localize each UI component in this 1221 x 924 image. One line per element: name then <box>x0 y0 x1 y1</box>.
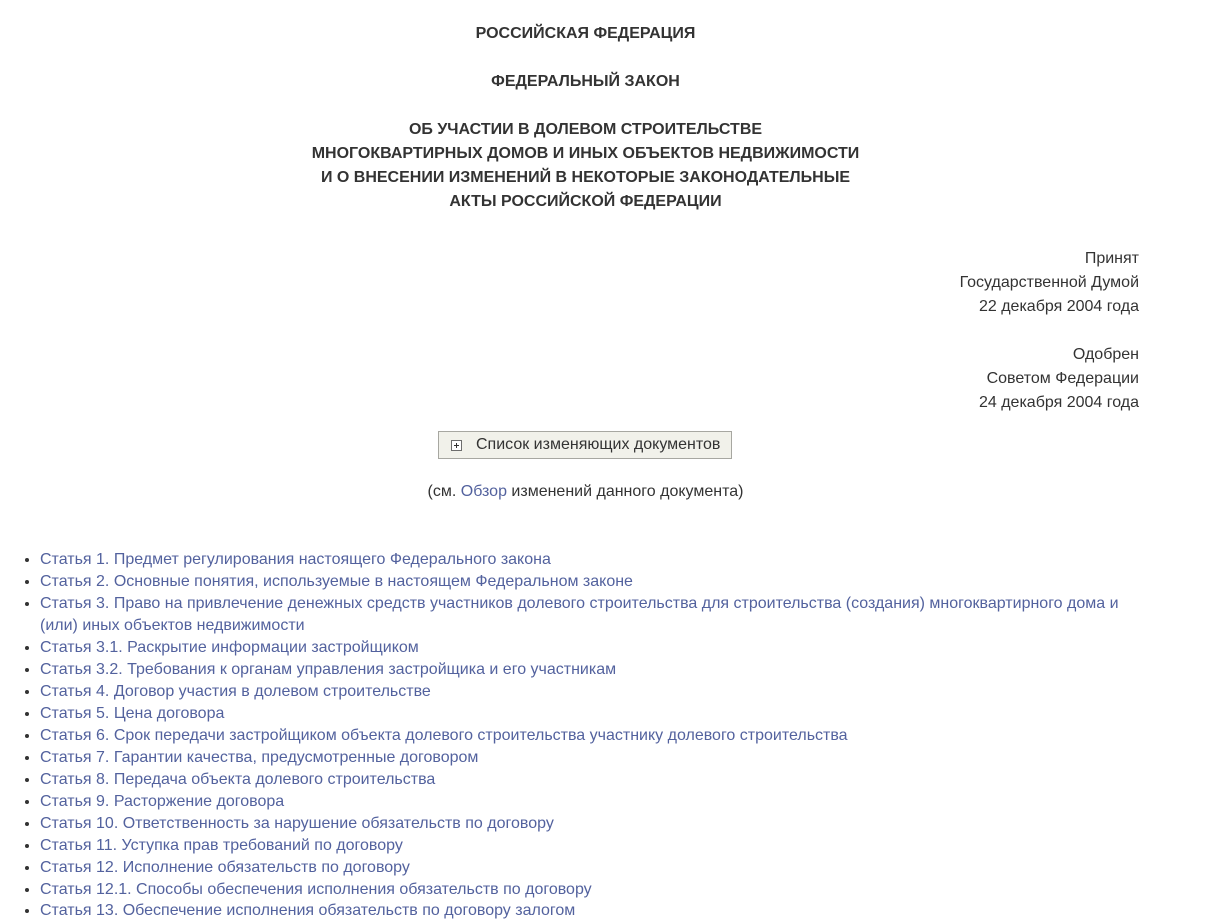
article-list <box>0 549 1160 921</box>
article-link[interactable]: Статья 3.1. Раскрытие информации застройщиком <box>40 639 419 656</box>
document-title-line: АКТЫ РОССИЙСКОЙ ФЕДЕРАЦИИ <box>449 193 722 210</box>
adopted-line: Принят <box>1084 250 1139 267</box>
changes-review-note <box>0 480 1171 504</box>
adopted-block <box>960 247 1139 319</box>
list-item <box>40 857 1160 879</box>
adopted-line: Государственной Думой <box>959 274 1139 291</box>
article-link[interactable]: Статья 4. Договор участия в долевом строительстве <box>40 683 431 700</box>
article-link[interactable]: Статья 12. Исполнение обязательств по договору <box>40 859 410 876</box>
list-item <box>40 813 1160 835</box>
list-item <box>40 637 1160 659</box>
list-item <box>40 571 1160 593</box>
country-heading: РОССИЙСКАЯ ФЕДЕРАЦИЯ <box>475 25 696 42</box>
approved-block <box>979 343 1139 415</box>
article-link[interactable]: Статья 10. Ответственность за нарушение обязательств по договору <box>40 815 554 832</box>
amending-documents-toggle-button[interactable] <box>438 431 732 459</box>
list-item <box>40 725 1160 747</box>
review-prefix: (см. <box>427 483 461 500</box>
article-link[interactable]: Статья 13. Обеспечение исполнения обязательств по договору залогом <box>40 902 576 919</box>
list-item <box>40 549 1160 571</box>
approved-line: Одобрен <box>1072 346 1139 363</box>
list-item <box>40 747 1160 769</box>
adopted-line: 22 декабря 2004 года <box>978 298 1139 315</box>
review-link[interactable]: Обзор <box>460 483 507 500</box>
list-item <box>40 879 1160 901</box>
article-link[interactable]: Статья 8. Передача объекта долевого строительства <box>40 771 436 788</box>
list-item <box>40 901 1160 921</box>
amending-documents-label: Список изменяющих документов <box>476 436 721 453</box>
review-suffix: изменений данного документа) <box>506 483 744 500</box>
article-link[interactable]: Статья 12.1. Способы обеспечения исполнения обязательств по договору <box>40 881 592 898</box>
list-item <box>40 681 1160 703</box>
list-item <box>40 593 1160 637</box>
document-title-line: ОБ УЧАСТИИ В ДОЛЕВОМ СТРОИТЕЛЬСТВЕ <box>408 121 763 138</box>
article-link[interactable]: Статья 6. Срок передачи застройщиком объекта долевого строительства участнику долевого строительства <box>40 727 848 744</box>
article-link[interactable]: Статья 7. Гарантии качества, предусмотренные договором <box>40 749 479 766</box>
article-link[interactable]: Статья 5. Цена договора <box>40 705 225 722</box>
document-title-line: И О ВНЕСЕНИИ ИЗМЕНЕНИЙ В НЕКОТОРЫЕ ЗАКОНОДАТЕЛЬНЫЕ <box>320 169 851 186</box>
article-link[interactable]: Статья 2. Основные понятия, используемые в настоящем Федеральном законе <box>40 573 633 590</box>
list-item <box>40 659 1160 681</box>
list-item <box>40 835 1160 857</box>
article-link[interactable]: Статья 9. Расторжение договора <box>40 793 285 810</box>
list-item <box>40 791 1160 813</box>
document-title <box>0 118 1171 214</box>
table-of-contents <box>0 549 1160 921</box>
plus-box-icon <box>451 440 462 451</box>
article-link[interactable]: Статья 11. Уступка прав требований по договору <box>40 837 403 854</box>
list-item <box>40 703 1160 725</box>
document-type-heading: ФЕДЕРАЛЬНЫЙ ЗАКОН <box>491 73 680 90</box>
article-link[interactable]: Статья 3. Право на привлечение денежных средств участников долевого строительства для строительства (создания) многоквартирного дома и (или) иных объектов недвижимости <box>40 595 1119 634</box>
approved-line: 24 декабря 2004 года <box>978 394 1139 411</box>
list-item <box>40 769 1160 791</box>
article-link[interactable]: Статья 1. Предмет регулирования настоящего Федерального закона <box>40 551 551 568</box>
approved-line: Советом Федерации <box>986 370 1139 387</box>
document-title-line: МНОГОКВАРТИРНЫХ ДОМОВ И ИНЫХ ОБЪЕКТОВ НЕДВИЖИМОСТИ <box>311 145 860 162</box>
article-link[interactable]: Статья 3.2. Требования к органам управления застройщика и его участникам <box>40 661 617 678</box>
